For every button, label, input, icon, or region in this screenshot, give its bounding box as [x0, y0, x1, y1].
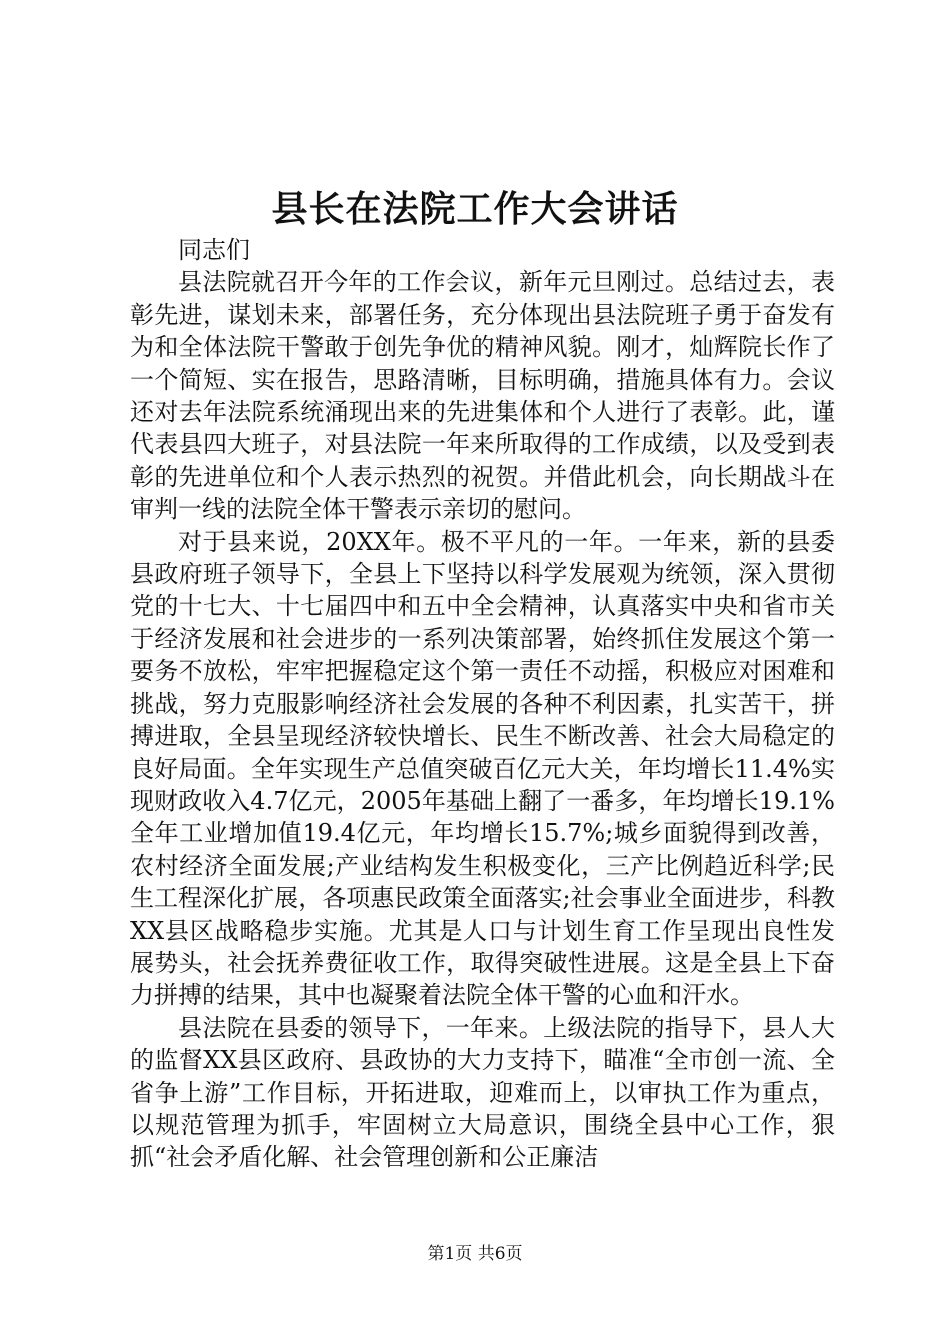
paragraph-2: 对于县来说，20XX年。极不平凡的一年。一年来，新的县委县政府班子领导下，全县上下坚持以科学发展观为统领，深入贯彻党的十七大、十七届四中和五中全会精神，认真落实中央和省市关于经济发展和社会进步的一系列决策部署，始终抓住发展这个第一要务不放松，牢牢把握稳定这个第一责任不动摇，积极应对困难和挑战，努力克服影响经济社会发展的各种不利因素，扎实苦干，拼搏进取，全县呈现经济较快增长、民生不断改善、社会大局稳定的良好局面。全年实现生产总值突破百亿元大关，年均增长11.4%实现财政收入4.7亿元，2005年基础上翻了一番多，年均增长19.1%全年工业增加值19.4亿元，年均增长15.7%;城乡面貌得到改善，农村经济全面发展;产业结构发生积极变化，三产比例趋近科学;民生工程深化扩展，各项惠民政策全面落实;社会事业全面进步，科教XX县区战略稳步实施。尤其是人口与计划生育工作呈现出良性发展势头，社会抚养费征收工作，取得突破性进展。这是全县上下奋力拼搏的结果，其中也凝聚着法院全体干警的心血和汗水。 [130, 527, 835, 1010]
page-number: 第1页 共6页 [427, 1244, 523, 1264]
document-body [130, 234, 835, 1174]
page-title: 县长在法院工作大会讲话 [271, 188, 679, 230]
paragraph-1: 县法院就召开今年的工作会议，新年元旦刚过。总结过去，表彰先进，谋划未来，部署任务，充分体现出县法院班子勇于奋发有为和全体法院干警敢于创先争优的精神风貌。刚才，灿辉院长作了一个简短、实在报告，思路清晰，目标明确，措施具体有力。会议还对去年法院系统涌现出来的先进集体和个人进行了表彰。此，谨代表县四大班子，对县法院一年来所取得的工作成绩，以及受到表彰的先进单位和个人表示热烈的祝贺。并借此机会，向长期战斗在审判一线的法院全体干警表示亲切的慰问。 [130, 268, 835, 524]
salutation: 同志们 [178, 236, 250, 264]
paragraph-3: 县法院在县委的领导下，一年来。上级法院的指导下，县人大的监督XX县区政府、县政协的大力支持下，瞄准“全市创一流、全省争上游”工作目标，开拓进取，迎难而上，以审执工作为重点，以规范管理为抓手，牢固树立大局意识，围绕全县中心工作，狠抓“社会矛盾化解、社会管理创新和公正廉洁 [130, 1013, 835, 1172]
